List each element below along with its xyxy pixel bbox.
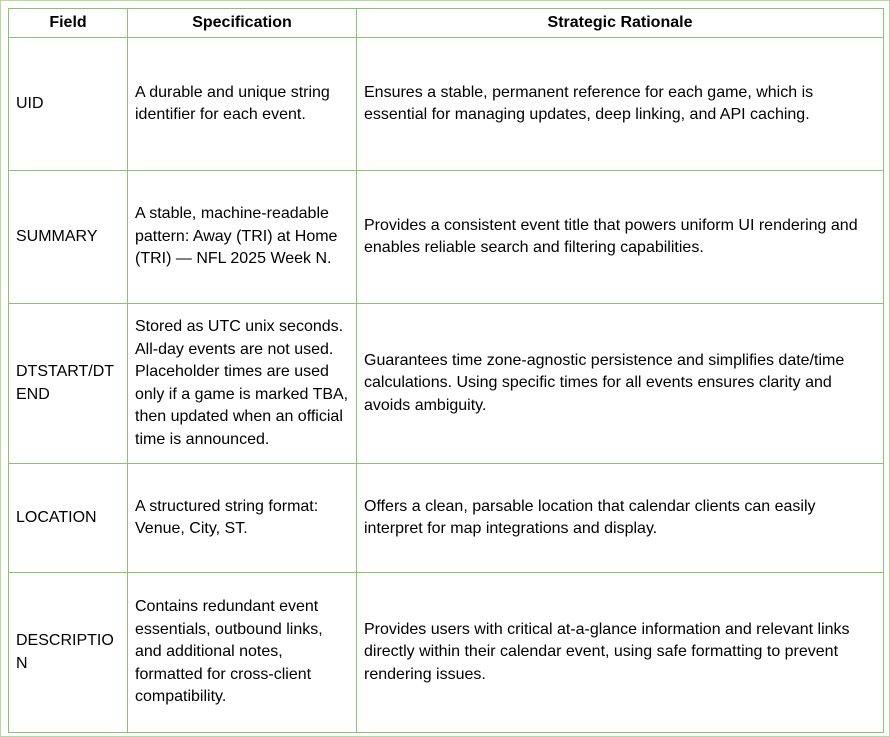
specification-cell: Stored as UTC unix seconds. All-day events are not used. Placeholder times are used only if a game is marked TBA, then updated when an official time is announced.: [128, 304, 357, 464]
table-row: [9, 38, 884, 171]
rationale-cell: Provides a consistent event title that powers uniform UI rendering and enables reliable search and filtering capabilities.: [357, 171, 884, 304]
field-cell: SUMMARY: [9, 171, 128, 304]
field-spec-table: [8, 8, 884, 733]
header-specification: Specification: [128, 9, 357, 38]
header-rationale: Strategic Rationale: [357, 9, 884, 38]
table-row: [9, 304, 884, 464]
header-field: Field: [9, 9, 128, 38]
rationale-cell: Guarantees time zone-agnostic persistence and simplifies date/time calculations. Using specific times for all events ensures clarity and avoids ambiguity.: [357, 304, 884, 464]
specification-cell: A structured string format: Venue, City, ST.: [128, 464, 357, 573]
specification-cell: A durable and unique string identifier for each event.: [128, 38, 357, 171]
table-body: [9, 38, 884, 733]
field-cell: UID: [9, 38, 128, 171]
table-row: [9, 573, 884, 733]
table-header: [9, 9, 884, 38]
field-cell: LOCATION: [9, 464, 128, 573]
field-cell: DESCRIPTION: [9, 573, 128, 733]
rationale-cell: Provides users with critical at-a-glance information and relevant links directly within their calendar event, using safe formatting to prevent rendering issues.: [357, 573, 884, 733]
header-row: [9, 9, 884, 38]
rationale-cell: Ensures a stable, permanent reference for each game, which is essential for managing updates, deep linking, and API caching.: [357, 38, 884, 171]
rationale-cell: Offers a clean, parsable location that calendar clients can easily interpret for map integrations and display.: [357, 464, 884, 573]
table-row: [9, 171, 884, 304]
field-cell: DTSTART/DTEND: [9, 304, 128, 464]
specification-cell: A stable, machine-readable pattern: Away (TRI) at Home (TRI) — NFL 2025 Week N.: [128, 171, 357, 304]
table-row: [9, 464, 884, 573]
specification-cell: Contains redundant event essentials, outbound links, and additional notes, formatted for cross-client compatibility.: [128, 573, 357, 733]
